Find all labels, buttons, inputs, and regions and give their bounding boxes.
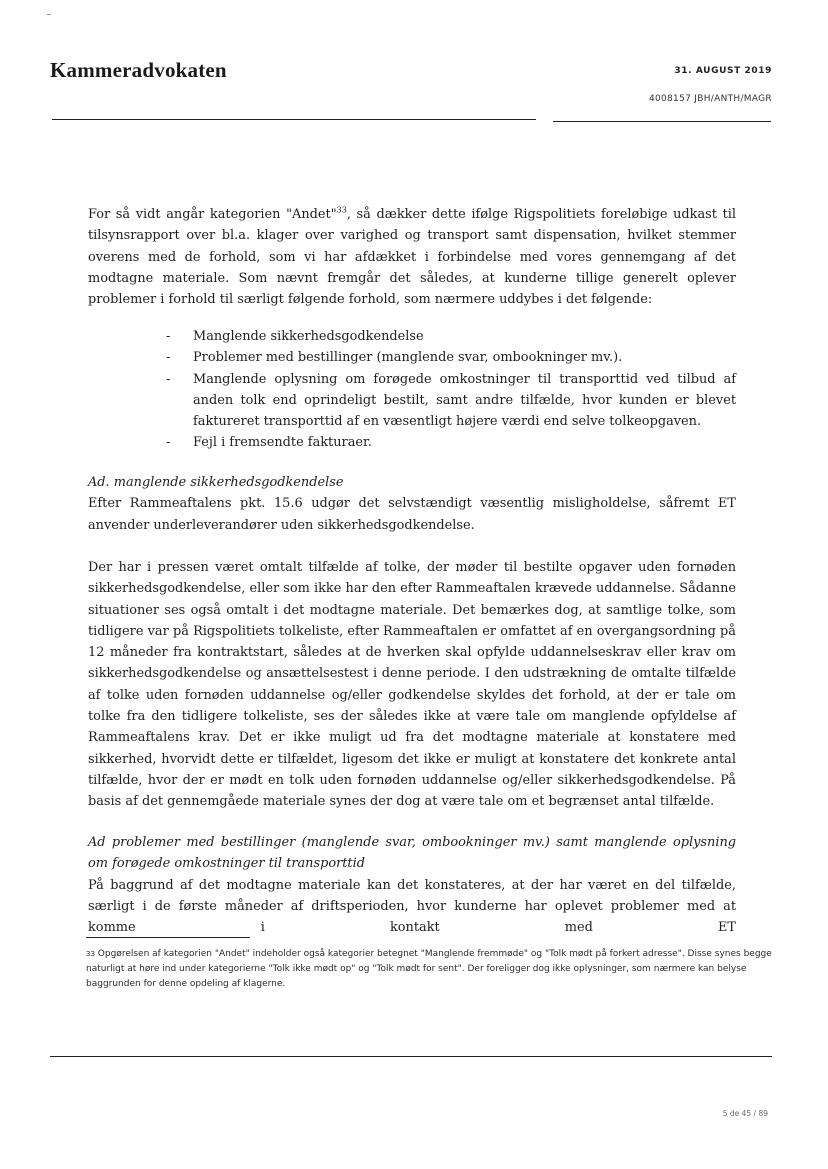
list-item: - Manglende oplysning om forøgede omkostninger til transporttid ved tilbud af anden tolk end oprindeligt bestilt, samt andre tilfælde, hvor kunden er blevet faktureret transporttid af en væsentligt højere værdi end selve tolkeopgaven. xyxy=(166,369,736,433)
paragraph-rammeaftale: Efter Rammeaftalens pkt. 15.6 udgør det selvstændigt væsentlig misligholdelse, såfremt ET anvender underleverandører uden sikkerhedsgodkendelse. xyxy=(88,496,736,533)
section-bestillinger xyxy=(88,832,736,938)
list-item: - Manglende sikkerhedsgodkendelse xyxy=(166,326,736,347)
bullet-dash: - xyxy=(166,350,171,366)
bullet-dash: - xyxy=(166,435,171,451)
footnote-separator xyxy=(86,937,250,938)
paragraph-intro xyxy=(88,204,736,310)
paragraph-baggrund: På baggrund af det modtagne materiale kan det konstateres, at der har været en del tilfælde, særligt i de første måneder af driftsperioden, hvor kunderne har oplevet problemer med at komme i kontakt med ET xyxy=(88,877,736,936)
footnote-text: Opgørelsen af kategorien "Andet" indeholder også kategorier betegnet "Manglende fremmøde" og "Tolk mødt på forkert adresse". Disse synes begge naturligt at høre ind under kategorierne "Tolk ikke mødt op" og "Tolk mødt for sent". Der foreligger dog ikke oplysninger, som nærmere kan belyse baggrunden for denne opdeling af klagerne. xyxy=(86,949,772,989)
header-rule-left xyxy=(52,119,536,120)
paragraph-intro-start: For så vidt angår kategorien "Andet" xyxy=(88,207,337,222)
scan-speck xyxy=(47,14,51,15)
logo-kammeradvokaten: Kammeradvokaten xyxy=(50,58,227,82)
header-rule-right xyxy=(553,121,771,122)
paragraph-pressen: Der har i pressen været omtalt tilfælde af tolke, der møder til bestilte opgaver uden fornøden sikkerhedsgodkendelse, eller som ikke har den efter Rammeaftalen krævede uddannelse. Sådanne situationer ses også omtalt i det modtagne materiale. Det bemærkes dog, at samtlige tolke, som tidligere var på Rigspolitiets tolkeliste, efter Rammeaftalen er omfattet af en overgangsordning på 12 måneder fra kontraktstart, således at de hverken skal opfylde uddannelseskrav eller krav om sikkerhedsgodkendelse og ansættelsestest i denne periode. I den udstrækning de omtalte tilfælde af tolke uden fornøden uddannelse og/eller godkendelse skyldes det forhold, at der er tale om tolke fra den tidligere tolkeliste, ses der således ikke at være tale om manglende opfyldelse af Rammeaftalens krav. Det er ikke muligt ud fra det modtagne materiale at konstatere med sikkerhed, hvorvidt dette er tilfældet, ligesom det ikke er muligt at konstatere det konkrete antal tilfælde, hvor der er mødt en tolk uden fornøden uddannelse og/eller sikkerhedsgodkendelse. På basis af det gennemgåede materiale synes der dog at være tale om et begrænset antal tilfælde. xyxy=(88,560,736,810)
section-sikkerhedsgodkendelse xyxy=(88,472,736,536)
list-item: - Fejl i fremsendte fakturaer. xyxy=(166,432,736,453)
section-heading: Ad problemer med bestillinger (manglende svar, ombookninger mv.) samt manglende oplysning om forøgede omkostninger til transporttid xyxy=(88,835,736,872)
list-item: - Problemer med bestillinger (manglende svar, ombookninger mv.). xyxy=(166,347,736,368)
footer-rule xyxy=(50,1056,772,1057)
bullet-dash: - xyxy=(166,371,171,387)
paragraph-intro-rest: , så dækker dette ifølge Rigspolitiets foreløbige udkast til tilsynsrapport over bl.a. klager over varighed og transport samt dispensation, hvilket stemmer overens med de forhold, som vi har afdækket i forbindelse med vores gennemgang af det modtagne materiale. Som nævnt fremgår det således, at kunderne tillige generelt oplever problemer i forhold til særligt følgende forhold, som nærmere uddybes i det følgende: xyxy=(88,207,737,308)
footnote-ref-33[interactable]: 33 xyxy=(336,205,347,215)
header-date: 31. AUGUST 2019 xyxy=(674,66,772,76)
footnote-number: 33 xyxy=(86,950,95,958)
section-heading: Ad. manglende sikkerhedsgodkendelse xyxy=(88,475,344,490)
footnote-33 xyxy=(86,947,776,992)
header-reference: 4008157 JBH/ANTH/MAGR xyxy=(648,94,772,104)
bullet-list xyxy=(166,326,736,454)
bullet-dash: - xyxy=(166,329,171,344)
page-number: 5 de 45 / 89 xyxy=(722,1109,768,1118)
